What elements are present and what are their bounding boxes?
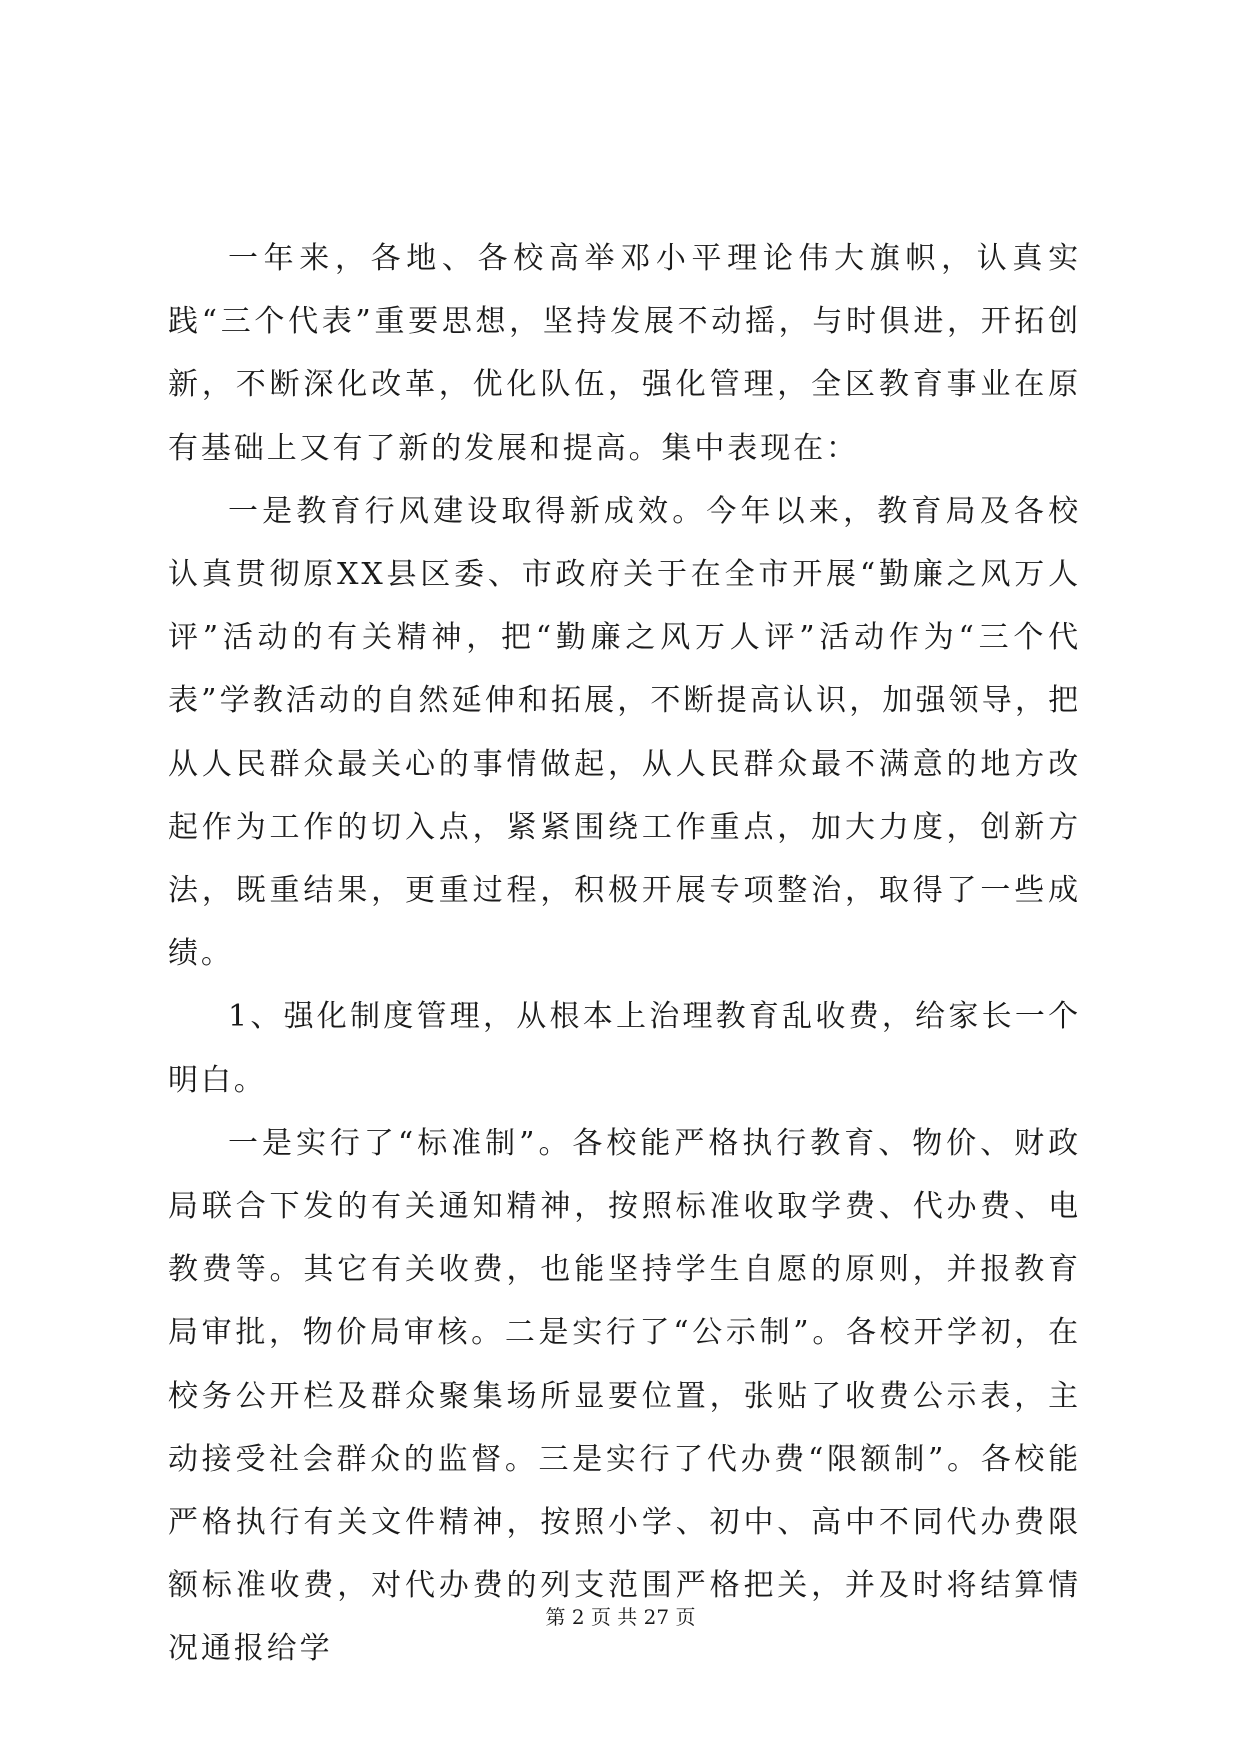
paragraph-section-heading: 1、强化制度管理，从根本上治理教育乱收费，给家长一个明白。 — [168, 999, 1081, 1098]
page-number-footer: 第 2 页 共 27 页 — [545, 1605, 696, 1629]
document-body — [168, 227, 1081, 1681]
paragraph-fee-systems: 一是实行了“标准制”。各校能严格执行教育、物价、财政局联合下发的有关通知精神，按照标准收取学费、代办费、电教费等。其它有关收费，也能坚持学生自愿的原则，并报教育局审批，物价局审核。二是实行了“公示制”。各校开学初，在校务公开栏及群众聚集场所显要位置，张贴了收费公示表，主动接受社会群众的监督。三是实行了代办费“限额制”。各校能严格执行有关文件精神，按照小学、初中、高中不同代办费限额标准收费，对代办费的列支范围严格把关，并及时将结算情况通报给学 — [168, 1125, 1081, 1667]
paragraph-intro: 一年来，各地、各校高举邓小平理论伟大旗帜，认真实践“三个代表”重要思想，坚持发展不动摇，与时俱进，开拓创新，不断深化改革，优化队伍，强化管理，全区教育事业在原有基础上又有了新的发展和提高。集中表现在： — [168, 241, 1081, 466]
paragraph-education-style: 一是教育行风建设取得新成效。今年以来，教育局及各校认真贯彻原XX县区委、市政府关于在全市开展“勤廉之风万人评”活动的有关精神，把“勤廉之风万人评”活动作为“三个代表”学教活动的自然延伸和拓展，不断提高认识，加强领导，把从人民群众最关心的事情做起，从人民群众最不满意的地方改起作为工作的切入点，紧紧围绕工作重点，加大力度，创新方法，既重结果，更重过程，积极开展专项整治，取得了一些成绩。 — [168, 493, 1081, 972]
